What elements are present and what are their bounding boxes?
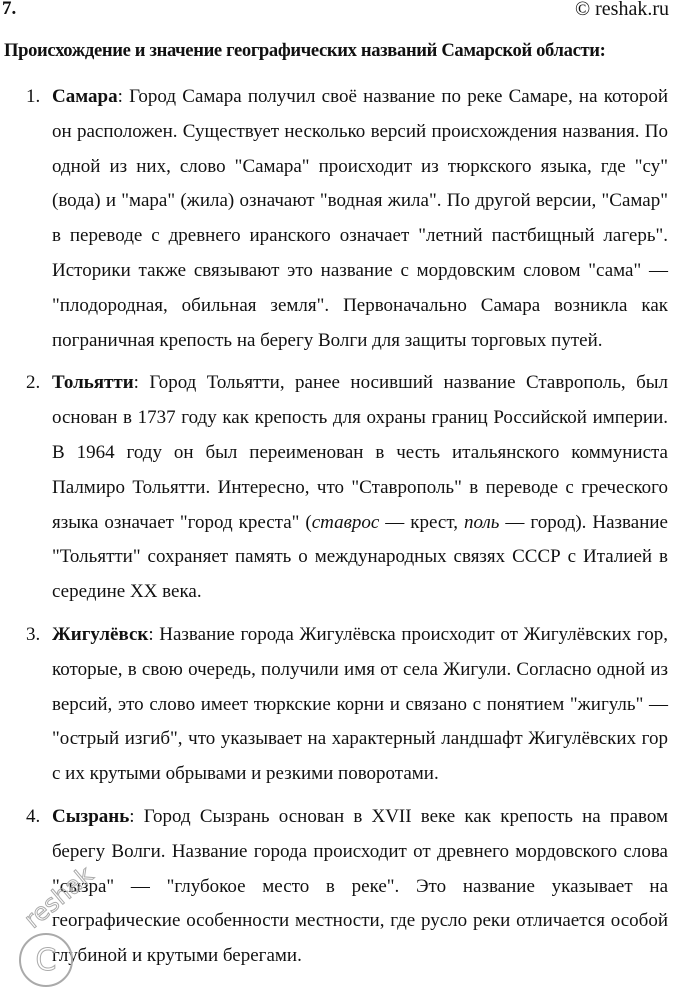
- item-italic: ставрос: [311, 511, 380, 533]
- list-item: [0, 366, 668, 610]
- item-name: Самара: [52, 86, 118, 107]
- item-text: : Город Самара получил своё название по реке Самаре, на которой он расположен. Существует несколько версий происхождения названия. По одной из них, слово "Самара" происходит из тюркского языка, где "су" (вода) и "мара" (жила) означают "водная жила". По другой версии, "Самар" в переводе с древнего иранского означает "летний пастбищный лагерь". Историки также связывают это название с мордовским словом "сама" — "плодородная, обильная земля". Первоначально Самара возникла как пограничная крепость на берегу Волги для защиты торговых путей.: [52, 86, 668, 351]
- svg-text:C: C: [35, 943, 57, 978]
- list-item: [0, 800, 668, 974]
- item-name: Тольятти: [52, 372, 134, 394]
- list-item: [0, 618, 668, 792]
- page-title: Происхождение и значение географических названий Самарской области:: [4, 40, 606, 61]
- item-italic: поль: [463, 511, 500, 533]
- item-text: : Город Сызрань основан в XVII веке как крепость на правом берегу Волги. Название города происходит от древнего мордовского слова "сызра" — "глубокое место в реке". Это название указывает на географические особенности местности, где русло реки отличается особой глубиной и крутыми берегами.: [52, 805, 668, 967]
- item-text: : Название города Жигулёвска происходит от Жигулёвских гор, которые, в свою очередь, получили имя от села Жигули. Согласно одной из версий, это слово имеет тюркские корни и связано с понятием "жигуль" — "острый изгиб", что указывает на характерный ландшафт Жигулёвских гор с их крутыми обрывами и резкими поворотами.: [52, 623, 668, 785]
- place-names-list: [0, 80, 668, 982]
- item-text: — город). Название "Тольятти" сохраняет память о международных связях СССР с Италией в середине XX века.: [52, 511, 668, 603]
- item-number: 4.: [26, 805, 41, 827]
- copyright: © reshak.ru: [574, 0, 669, 20]
- item-number: 2.: [26, 372, 41, 394]
- task-number: 7.: [2, 0, 17, 19]
- item-text: : Город Тольятти, ранее носивший название Ставрополь, был основан в 1737 году как крепость для охраны границ Российской империи. В 1964 году он был переименован в честь итальянского коммуниста Палмиро Тольятти. Интересно, что "Ставрополь" в переводе с греческого языка означает "город креста" (: [52, 372, 668, 533]
- svg-text:reshak: reshak: [18, 860, 99, 934]
- item-number: 3.: [26, 623, 41, 645]
- item-text: — крест,: [379, 511, 464, 533]
- item-number: 1.: [26, 86, 41, 107]
- list-item: [0, 80, 668, 358]
- item-name: Сызрань: [52, 805, 130, 827]
- item-name: Жигулёвск: [52, 623, 149, 645]
